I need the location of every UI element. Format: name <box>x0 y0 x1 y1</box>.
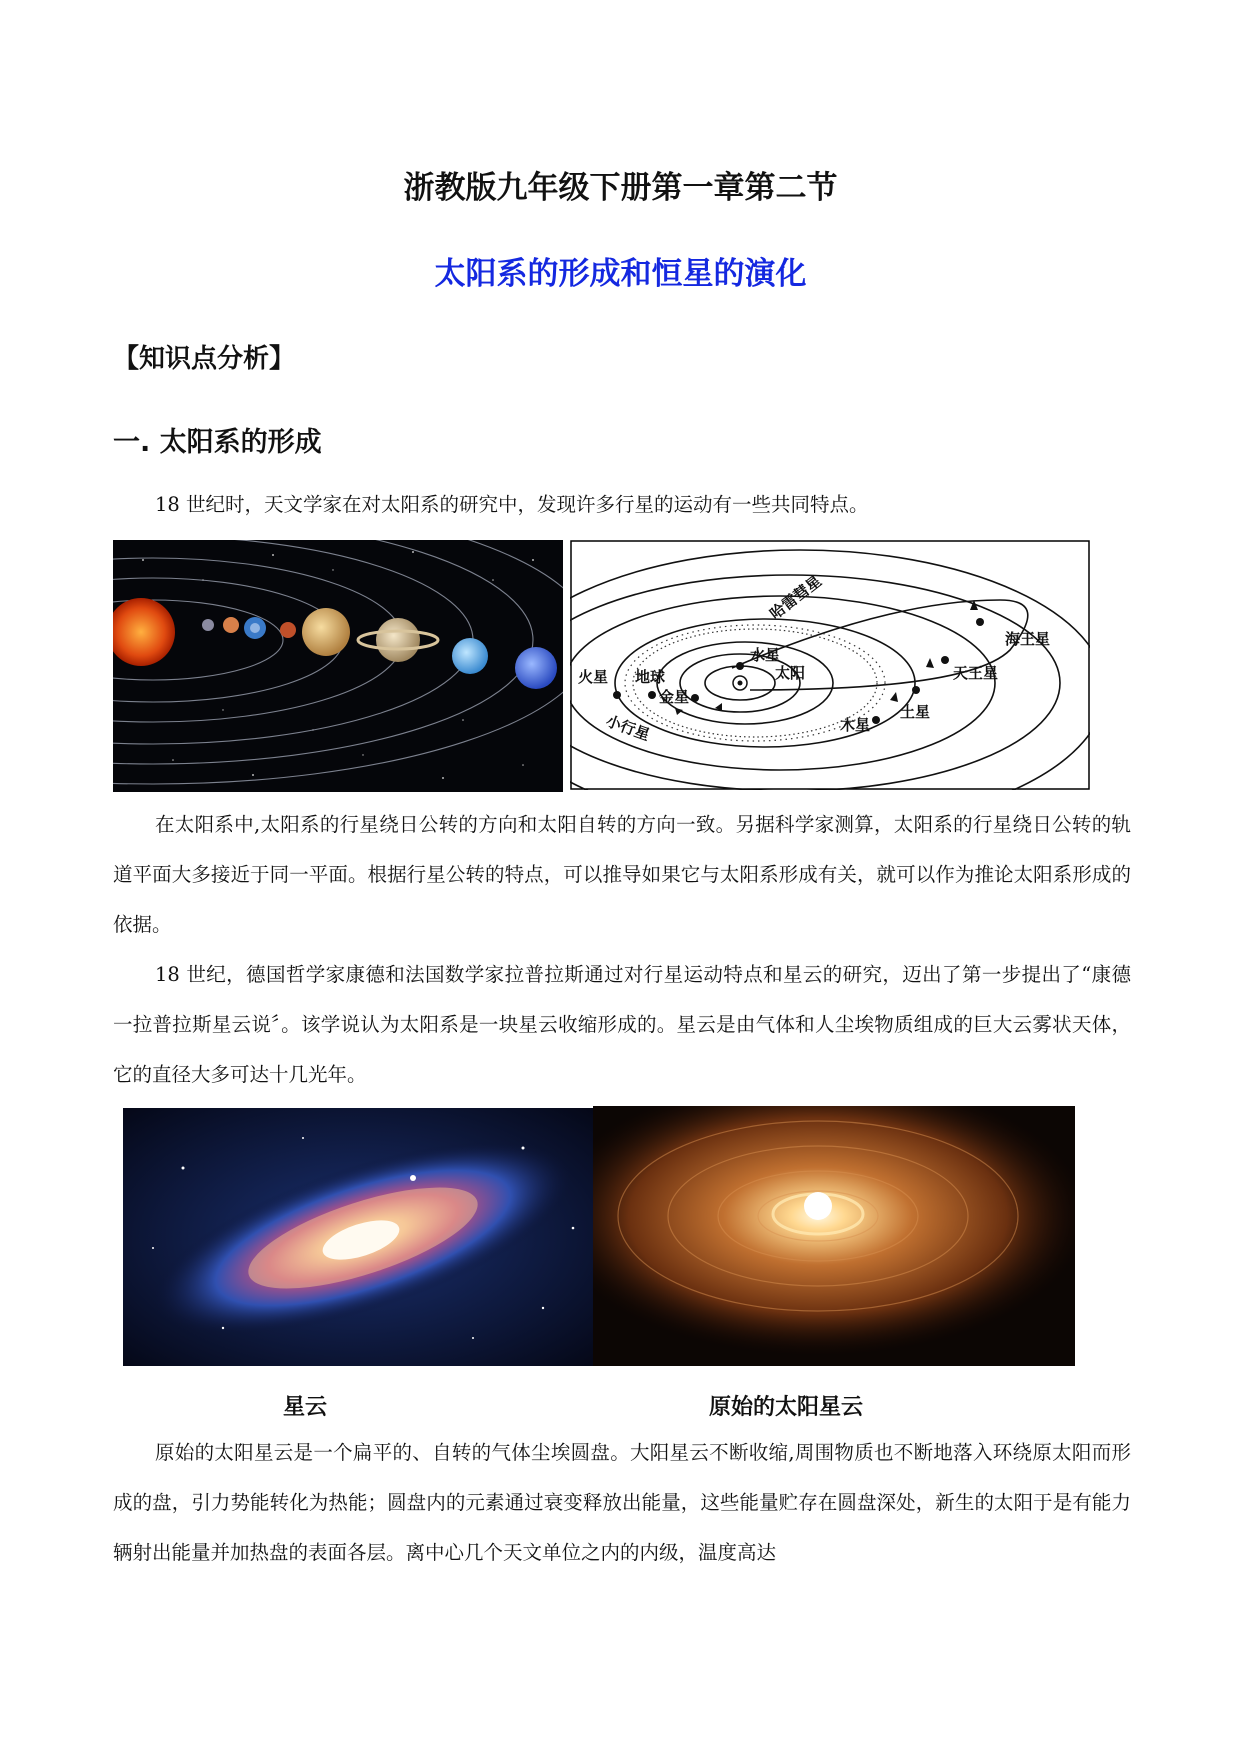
paragraph-1 <box>113 800 1131 950</box>
nebula-photo <box>123 1108 593 1366</box>
label-earth: 地球 <box>635 668 666 686</box>
label-venus: 金星 <box>659 688 690 706</box>
orbit-diagram <box>570 540 1090 790</box>
caption-nebula: 星云 <box>283 1395 328 1420</box>
label-uranus: 天王星 <box>953 664 999 682</box>
intro-text: 18 世纪时，天文学家在对太阳系的研究中，发现许多行星的运动有一些共同特点。 <box>155 493 869 516</box>
paragraph-3 <box>113 1428 1131 1578</box>
solar-nebula-photo <box>593 1106 1075 1366</box>
label-asteroids: 小行星 <box>603 711 653 745</box>
paragraph-2 <box>113 950 1131 1100</box>
heading-solar-system-formation: 一. 太阳系的形成 <box>113 427 322 458</box>
label-saturn: 土星 <box>900 703 931 721</box>
label-mars: 火星 <box>578 668 609 686</box>
document-title: 浙教版九年级下册第一章第二节 <box>403 170 838 206</box>
intro-paragraph <box>113 480 1131 530</box>
label-halley-comet: 哈雷彗星 <box>766 572 825 624</box>
document-subtitle: 太阳系的形成和恒星的演化 <box>434 256 807 292</box>
paragraph-3-text: 原始的太阳星云是一个扁平的、自转的气体尘埃圆盘。大阳星云不断收缩,周围物质也不断地落入环绕原太阳而形成的盘，引力势能转化为热能；圆盘内的元素通过衰变释放出能量，这些能量贮存在圆盘深处，新生的太阳于是有能力辆射出能量并加热盘的表面各层。离中心几个天文单位之内的内级，温度高达 <box>113 1441 1131 1564</box>
caption-solar-nebula: 原始的太阳星云 <box>709 1395 864 1420</box>
label-sun: 太阳 <box>775 664 806 682</box>
paragraph-1-text: 在太阳系中,太阳系的行星绕日公转的方向和太阳自转的方向一致。另据科学家测算，太阳系的行星绕日公转的轨道平面大多接近于同一平面。根据行星公转的特点，可以推导如果它与太阳系形成有关，就可以作为推论太阳系形成的依据。 <box>113 813 1131 936</box>
section-label: 【知识点分析】 <box>113 344 296 374</box>
solar-system-photo <box>113 540 563 792</box>
paragraph-2-text: 18 世纪，德国哲学家康德和法国数学家拉普拉斯通过对行星运动特点和星云的研究，迈出了第一步提出了“康德一拉普拉斯星云说〞。该学说认为太阳系是一块星云收缩形成的。星云是由气体和人尘埃物质组成的巨大云雾状天体，它的直径大多可达十几光年。 <box>113 963 1131 1086</box>
label-mercury: 水星 <box>750 646 781 664</box>
label-jupiter: 木星 <box>840 716 871 734</box>
label-neptune: 海王星 <box>1005 630 1051 648</box>
